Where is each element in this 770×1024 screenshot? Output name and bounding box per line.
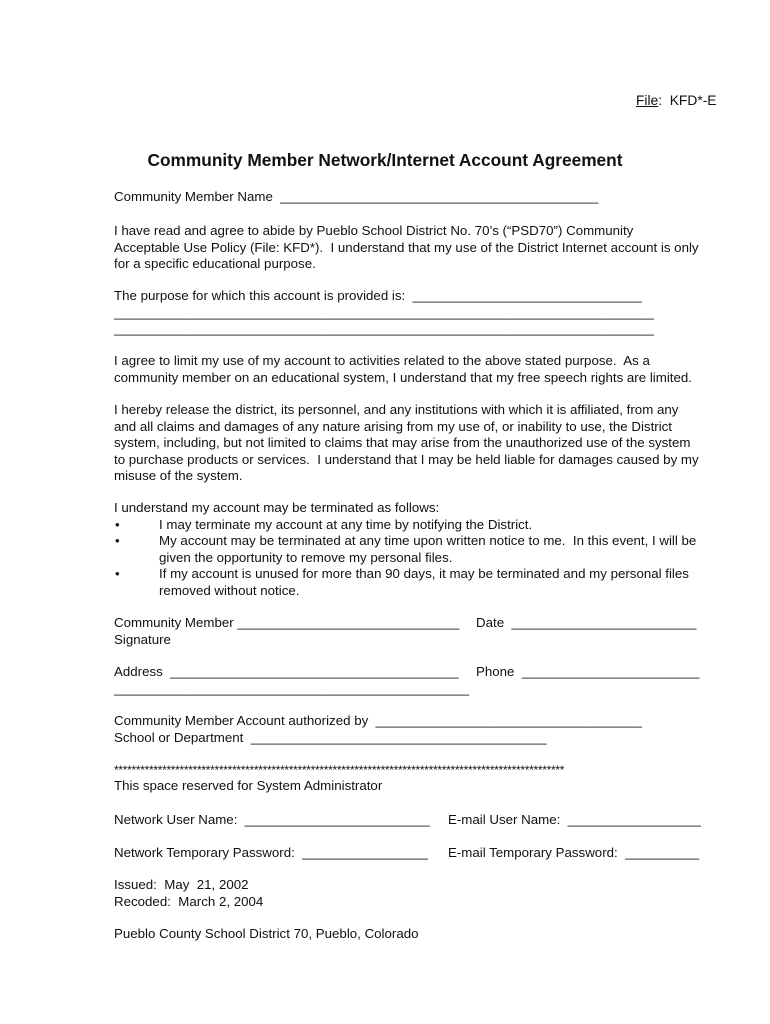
termination-intro: I understand my account may be terminated as follows: bbox=[114, 500, 440, 515]
bullet-icon: • bbox=[115, 566, 120, 582]
school-department-field[interactable]: School or Department ________________________________________ bbox=[114, 729, 547, 745]
bullet-icon: • bbox=[115, 516, 120, 532]
signature-field[interactable]: Community Member ______________________________ bbox=[114, 615, 460, 630]
phone-field[interactable]: Phone ________________________ bbox=[476, 664, 700, 679]
text-line: for a specific educational purpose. bbox=[114, 256, 316, 272]
list-item-text: I may terminate my account at any time by notifying the District. bbox=[159, 516, 533, 532]
text-line: misuse of the system. bbox=[114, 468, 243, 484]
text-line: and all claims and damages of any nature arising from my use of, or inability to use, the District bbox=[114, 418, 672, 434]
text-line: I hereby release the district, its personnel, and any institutions with which it is affiliated, from any bbox=[114, 402, 679, 417]
list-item-text: given the opportunity to remove my personal files. bbox=[159, 549, 453, 565]
text-line: community member on an educational system, I understand that my free speech rights are limited. bbox=[114, 369, 692, 385]
text-line: to purchase products or services. I understand that I may be held liable for damages caused by my bbox=[114, 451, 699, 467]
list-item bbox=[114, 517, 734, 534]
authorization-section bbox=[114, 713, 734, 746]
list-item-text: removed without notice. bbox=[159, 582, 300, 598]
text-line: I agree to limit my use of my account to activities related to the above stated purpose. As a bbox=[114, 353, 650, 368]
list-item-text: My account may be terminated at any time upon written notice to me. In this event, I will be bbox=[159, 533, 697, 549]
purpose-field[interactable]: The purpose for which this account is provided is: _______________________________ bbox=[114, 288, 642, 303]
signature-label: Signature bbox=[114, 631, 171, 647]
network-user-name-field[interactable]: Network User Name: _________________________ bbox=[114, 812, 430, 827]
agreement-paragraph bbox=[114, 223, 734, 273]
member-name-line bbox=[114, 189, 734, 206]
termination-section bbox=[114, 500, 734, 600]
revision-history bbox=[114, 877, 734, 910]
text-line: I have read and agree to abide by Pueblo School District No. 70’s (“PSD70”) Community bbox=[114, 223, 634, 238]
usage-limit-paragraph bbox=[114, 353, 734, 386]
address-field-line[interactable]: ________________________________________________ bbox=[114, 680, 469, 696]
list-item bbox=[114, 533, 734, 566]
purpose-field-line[interactable]: _________________________________________________________________________ bbox=[114, 304, 654, 320]
purpose-field-line[interactable]: _________________________________________________________________________ bbox=[114, 321, 654, 337]
network-password-field[interactable]: Network Temporary Password: _________________ bbox=[114, 845, 428, 860]
bullet-icon: • bbox=[115, 533, 120, 549]
list-item bbox=[114, 566, 734, 599]
recoded-date: Recoded: March 2, 2004 bbox=[114, 893, 264, 909]
admin-reserved-label: This space reserved for System Administrator bbox=[114, 778, 383, 793]
file-value: : KFD*-E bbox=[658, 93, 717, 108]
issued-date: Issued: May 21, 2002 bbox=[114, 877, 249, 892]
separator-line: ******************************************************************************************************* bbox=[114, 763, 565, 777]
member-name-field[interactable]: Community Member Name ___________________________________________ bbox=[114, 189, 599, 204]
list-item-text: If my account is unused for more than 90 days, it may be terminated and my personal files bbox=[159, 566, 689, 582]
district-footer: Pueblo County School District 70, Pueblo, Colorado bbox=[114, 926, 419, 941]
text-line: Acceptable Use Policy (File: KFD*). I understand that my use of the District Internet account is only bbox=[114, 239, 699, 255]
authorized-by-field[interactable]: Community Member Account authorized by ____________________________________ bbox=[114, 713, 642, 728]
page-title: Community Member Network/Internet Account Agreement bbox=[147, 150, 623, 170]
text-line: system, including, but not limited to claims that may arise from the unauthorized use of the system bbox=[114, 435, 691, 451]
release-paragraph bbox=[114, 402, 734, 485]
purpose-section bbox=[114, 288, 734, 338]
address-field[interactable]: Address _______________________________________ bbox=[114, 664, 459, 679]
file-reference bbox=[636, 93, 717, 110]
file-label: File bbox=[636, 93, 659, 108]
email-user-name-field[interactable]: E-mail User Name: __________________ bbox=[448, 812, 701, 827]
email-password-field[interactable]: E-mail Temporary Password: __________ bbox=[448, 845, 700, 860]
date-field[interactable]: Date _________________________ bbox=[476, 615, 697, 630]
termination-list bbox=[114, 517, 734, 600]
